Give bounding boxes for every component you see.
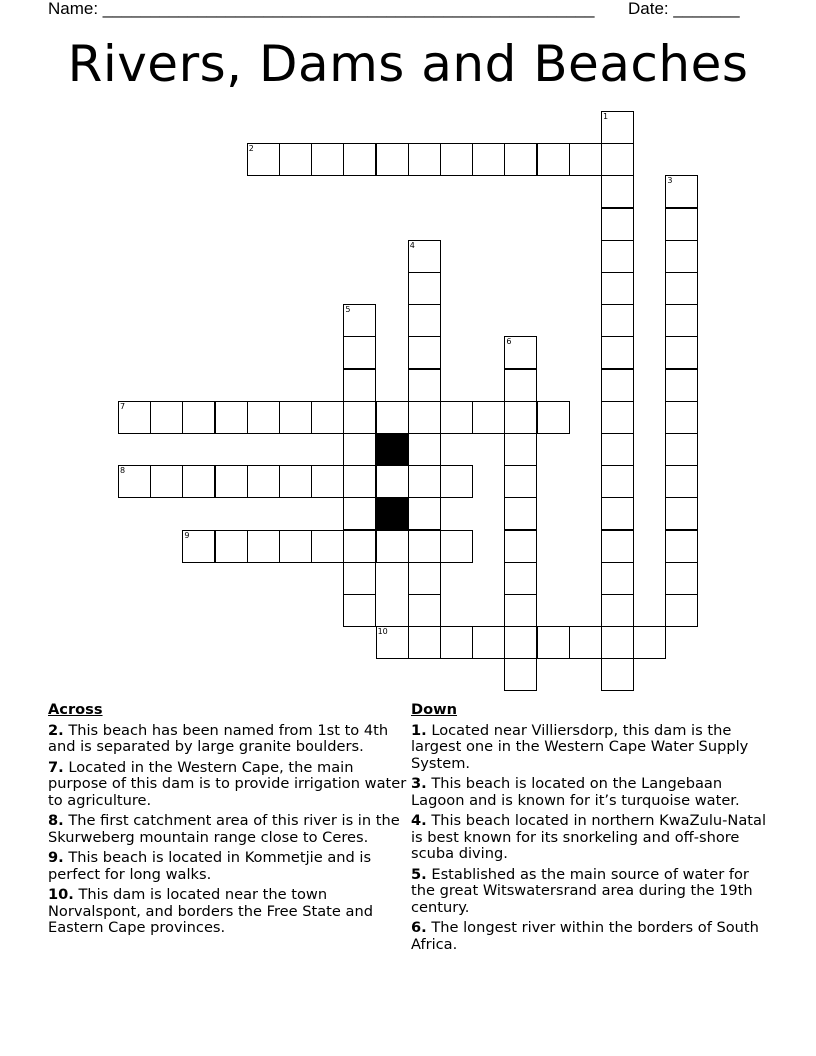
grid-cell[interactable] (665, 497, 698, 530)
grid-cell[interactable] (633, 626, 666, 659)
grid-cell[interactable] (279, 143, 312, 176)
grid-cell[interactable] (311, 143, 344, 176)
grid-cell[interactable] (601, 369, 634, 402)
grid-cell[interactable] (665, 272, 698, 305)
cell-number: 2 (248, 144, 254, 154)
grid-cell[interactable] (601, 240, 634, 273)
grid-cell[interactable] (440, 465, 473, 498)
grid-cell[interactable] (408, 562, 441, 595)
cell-number: 1 (603, 112, 609, 121)
grid-cell[interactable] (472, 143, 505, 176)
clue-number: 8. (48, 812, 64, 829)
clue-across-9 (48, 850, 408, 883)
grid-cell[interactable] (311, 465, 344, 498)
grid-cell[interactable] (440, 530, 473, 563)
grid-cell[interactable] (665, 240, 698, 273)
clue-number: 9. (48, 849, 64, 866)
grid-cell[interactable] (279, 465, 312, 498)
grid-cell[interactable] (311, 401, 344, 434)
grid-cell[interactable] (247, 530, 280, 563)
clue-text: This beach has been named from 1st to 4th and is separated by large granite boulders. (48, 721, 389, 755)
grid-cell[interactable] (665, 304, 698, 337)
grid-cell[interactable] (601, 111, 634, 144)
grid-cell[interactable] (537, 143, 570, 176)
grid-cell[interactable] (569, 626, 602, 659)
grid-cell[interactable] (665, 433, 698, 466)
clue-number: 4. (411, 812, 427, 829)
grid-cell[interactable] (440, 626, 473, 659)
grid-cell[interactable] (408, 272, 441, 305)
across-heading: Across (48, 701, 103, 718)
grid-cell[interactable] (665, 594, 698, 627)
grid-cell[interactable] (504, 369, 537, 402)
grid-cell[interactable] (376, 143, 409, 176)
date-field[interactable]: Date: _______ (628, 0, 740, 18)
down-heading: Down (411, 701, 458, 718)
grid-cell[interactable] (504, 497, 537, 530)
grid-cell[interactable] (504, 401, 537, 434)
grid-cell[interactable] (601, 143, 634, 176)
clue-text: The first catchment area of this river is in the Skurweberg mountain range close to Ceres. (48, 812, 400, 846)
grid-cell[interactable] (601, 562, 634, 595)
grid-cell[interactable] (601, 626, 634, 659)
clue-text: This beach is located in Kommetjie and is perfect for long walks. (48, 849, 372, 883)
grid-cell[interactable] (504, 594, 537, 627)
grid-cell[interactable] (665, 530, 698, 563)
grid-cell[interactable] (472, 401, 505, 434)
clue-down-6 (411, 920, 771, 953)
grid-cell[interactable] (665, 369, 698, 402)
grid-cell[interactable] (343, 594, 376, 627)
grid-cell[interactable] (343, 562, 376, 595)
grid-cell[interactable] (343, 143, 376, 176)
clue-down-1 (411, 723, 771, 773)
grid-cell[interactable] (150, 465, 183, 498)
cell-number: 8 (120, 466, 126, 476)
cell-number: 5 (345, 305, 351, 315)
clue-number: 5. (411, 865, 427, 883)
cell-number: 10 (377, 627, 388, 637)
grid-cell[interactable] (408, 143, 441, 176)
grid-cell[interactable] (665, 562, 698, 595)
grid-cell[interactable] (665, 465, 698, 498)
grid-cell[interactable] (343, 465, 376, 498)
grid-cell[interactable] (601, 336, 634, 369)
grid-cell[interactable] (665, 336, 698, 369)
clue-text: This beach is located on the Langebaan Lagoon and is known for it’s turquoise water. (411, 775, 740, 809)
grid-cell[interactable] (376, 626, 409, 659)
grid-cell[interactable] (537, 401, 570, 434)
grid-cell[interactable] (118, 465, 151, 498)
clue-down-4 (411, 813, 771, 863)
clue-number: 10. (48, 886, 74, 903)
grid-cell[interactable] (408, 369, 441, 402)
grid-cell[interactable] (601, 175, 634, 208)
grid-cell[interactable] (504, 336, 537, 369)
grid-cell[interactable] (504, 530, 537, 563)
grid-cell[interactable] (665, 208, 698, 241)
grid-cell[interactable] (601, 497, 634, 530)
clue-down-5 (411, 867, 771, 917)
grid-cell[interactable] (601, 594, 634, 627)
grid-cell[interactable] (408, 401, 441, 434)
clue-number: 7. (48, 758, 64, 776)
grid-cell[interactable] (504, 658, 537, 691)
down-clues (411, 702, 771, 957)
grid-cell[interactable] (343, 497, 376, 530)
clue-number: 2. (48, 721, 64, 739)
grid-cell[interactable] (376, 465, 409, 498)
clue-text: Established as the main source of water for the great Witswatersrand area during the 19th century. (411, 865, 753, 916)
grid-cell[interactable] (504, 626, 537, 659)
grid-cell[interactable] (408, 594, 441, 627)
grid-cell[interactable] (343, 304, 376, 337)
clue-text: This beach located in northern KwaZulu-Natal is best known for its snorkeling and off-shore scuba diving. (411, 812, 767, 862)
clue-across-7 (48, 760, 408, 810)
grid-cell[interactable] (408, 336, 441, 369)
grid-cell[interactable] (504, 433, 537, 466)
grid-cell[interactable] (537, 626, 570, 659)
grid-cell[interactable] (118, 401, 151, 434)
grid-cell[interactable] (247, 143, 280, 176)
blocked-cell (376, 497, 409, 530)
name-field[interactable]: Name: ____________________________________________________ (48, 0, 595, 18)
clue-across-10 (48, 887, 408, 937)
grid-cell[interactable] (408, 497, 441, 530)
clue-across-8 (48, 813, 408, 846)
grid-cell[interactable] (601, 433, 634, 466)
clue-text: The longest river within the borders of South Africa. (411, 919, 759, 953)
page-title: Rivers, Dams and Beaches (67, 35, 749, 93)
clue-across-2 (48, 723, 408, 756)
grid-cell[interactable] (311, 530, 344, 563)
grid-cell[interactable] (408, 530, 441, 563)
grid-cell[interactable] (343, 401, 376, 434)
grid-cell[interactable] (343, 336, 376, 369)
grid-cell[interactable] (601, 401, 634, 434)
cell-number: 3 (667, 176, 673, 186)
grid-cell[interactable] (408, 465, 441, 498)
grid-cell[interactable] (247, 465, 280, 498)
across-clues (48, 702, 408, 941)
cell-number: 7 (120, 401, 126, 411)
grid-cell[interactable] (376, 530, 409, 563)
grid-cell[interactable] (601, 530, 634, 563)
clue-number: 1. (411, 721, 427, 739)
grid-cell[interactable] (343, 433, 376, 466)
grid-cell[interactable] (408, 626, 441, 659)
grid-cell[interactable] (408, 304, 441, 337)
grid-cell[interactable] (279, 401, 312, 434)
grid-cell[interactable] (665, 175, 698, 208)
clue-text: Located near Villiersdorp, this dam is the largest one in the Western Cape Water Supply System. (411, 721, 749, 772)
header (48, 0, 748, 20)
clue-text: This dam is located near the town Norvalspont, and borders the Free State and Eastern Cape provinces. (48, 886, 373, 936)
clue-number: 6. (411, 919, 427, 936)
grid-cell[interactable] (279, 530, 312, 563)
grid-cell[interactable] (376, 401, 409, 434)
grid-cell[interactable] (504, 143, 537, 176)
grid-cell[interactable] (504, 465, 537, 498)
grid-cell[interactable] (247, 401, 280, 434)
grid-cell[interactable] (569, 143, 602, 176)
grid-cell[interactable] (343, 530, 376, 563)
cell-number: 9 (184, 530, 190, 540)
grid-cell[interactable] (472, 626, 505, 659)
grid-cell[interactable] (601, 465, 634, 498)
cell-number: 6 (506, 337, 512, 347)
grid-cell[interactable] (215, 401, 248, 434)
grid-cell[interactable] (215, 530, 248, 563)
grid-cell[interactable] (150, 401, 183, 434)
grid-cell[interactable] (215, 465, 248, 498)
clue-text: Located in the Western Cape, the main purpose of this dam is to provide irrigation water to agriculture. (48, 758, 407, 809)
grid-cell[interactable] (504, 562, 537, 595)
blocked-cell (376, 433, 409, 466)
grid-cell[interactable] (601, 304, 634, 337)
grid-cell[interactable] (343, 369, 376, 402)
grid-cell[interactable] (182, 465, 215, 498)
grid-cell[interactable] (182, 530, 215, 563)
clue-down-3 (411, 776, 771, 809)
grid-cell[interactable] (440, 401, 473, 434)
grid-cell[interactable] (182, 401, 215, 434)
clue-number: 3. (411, 775, 427, 792)
grid-cell[interactable] (440, 143, 473, 176)
grid-cell[interactable] (665, 401, 698, 434)
grid-cell[interactable] (408, 240, 441, 273)
grid-cell[interactable] (601, 658, 634, 691)
cell-number: 4 (409, 240, 415, 250)
grid-cell[interactable] (601, 272, 634, 305)
grid-cell[interactable] (408, 433, 441, 466)
grid-cell[interactable] (601, 208, 634, 241)
